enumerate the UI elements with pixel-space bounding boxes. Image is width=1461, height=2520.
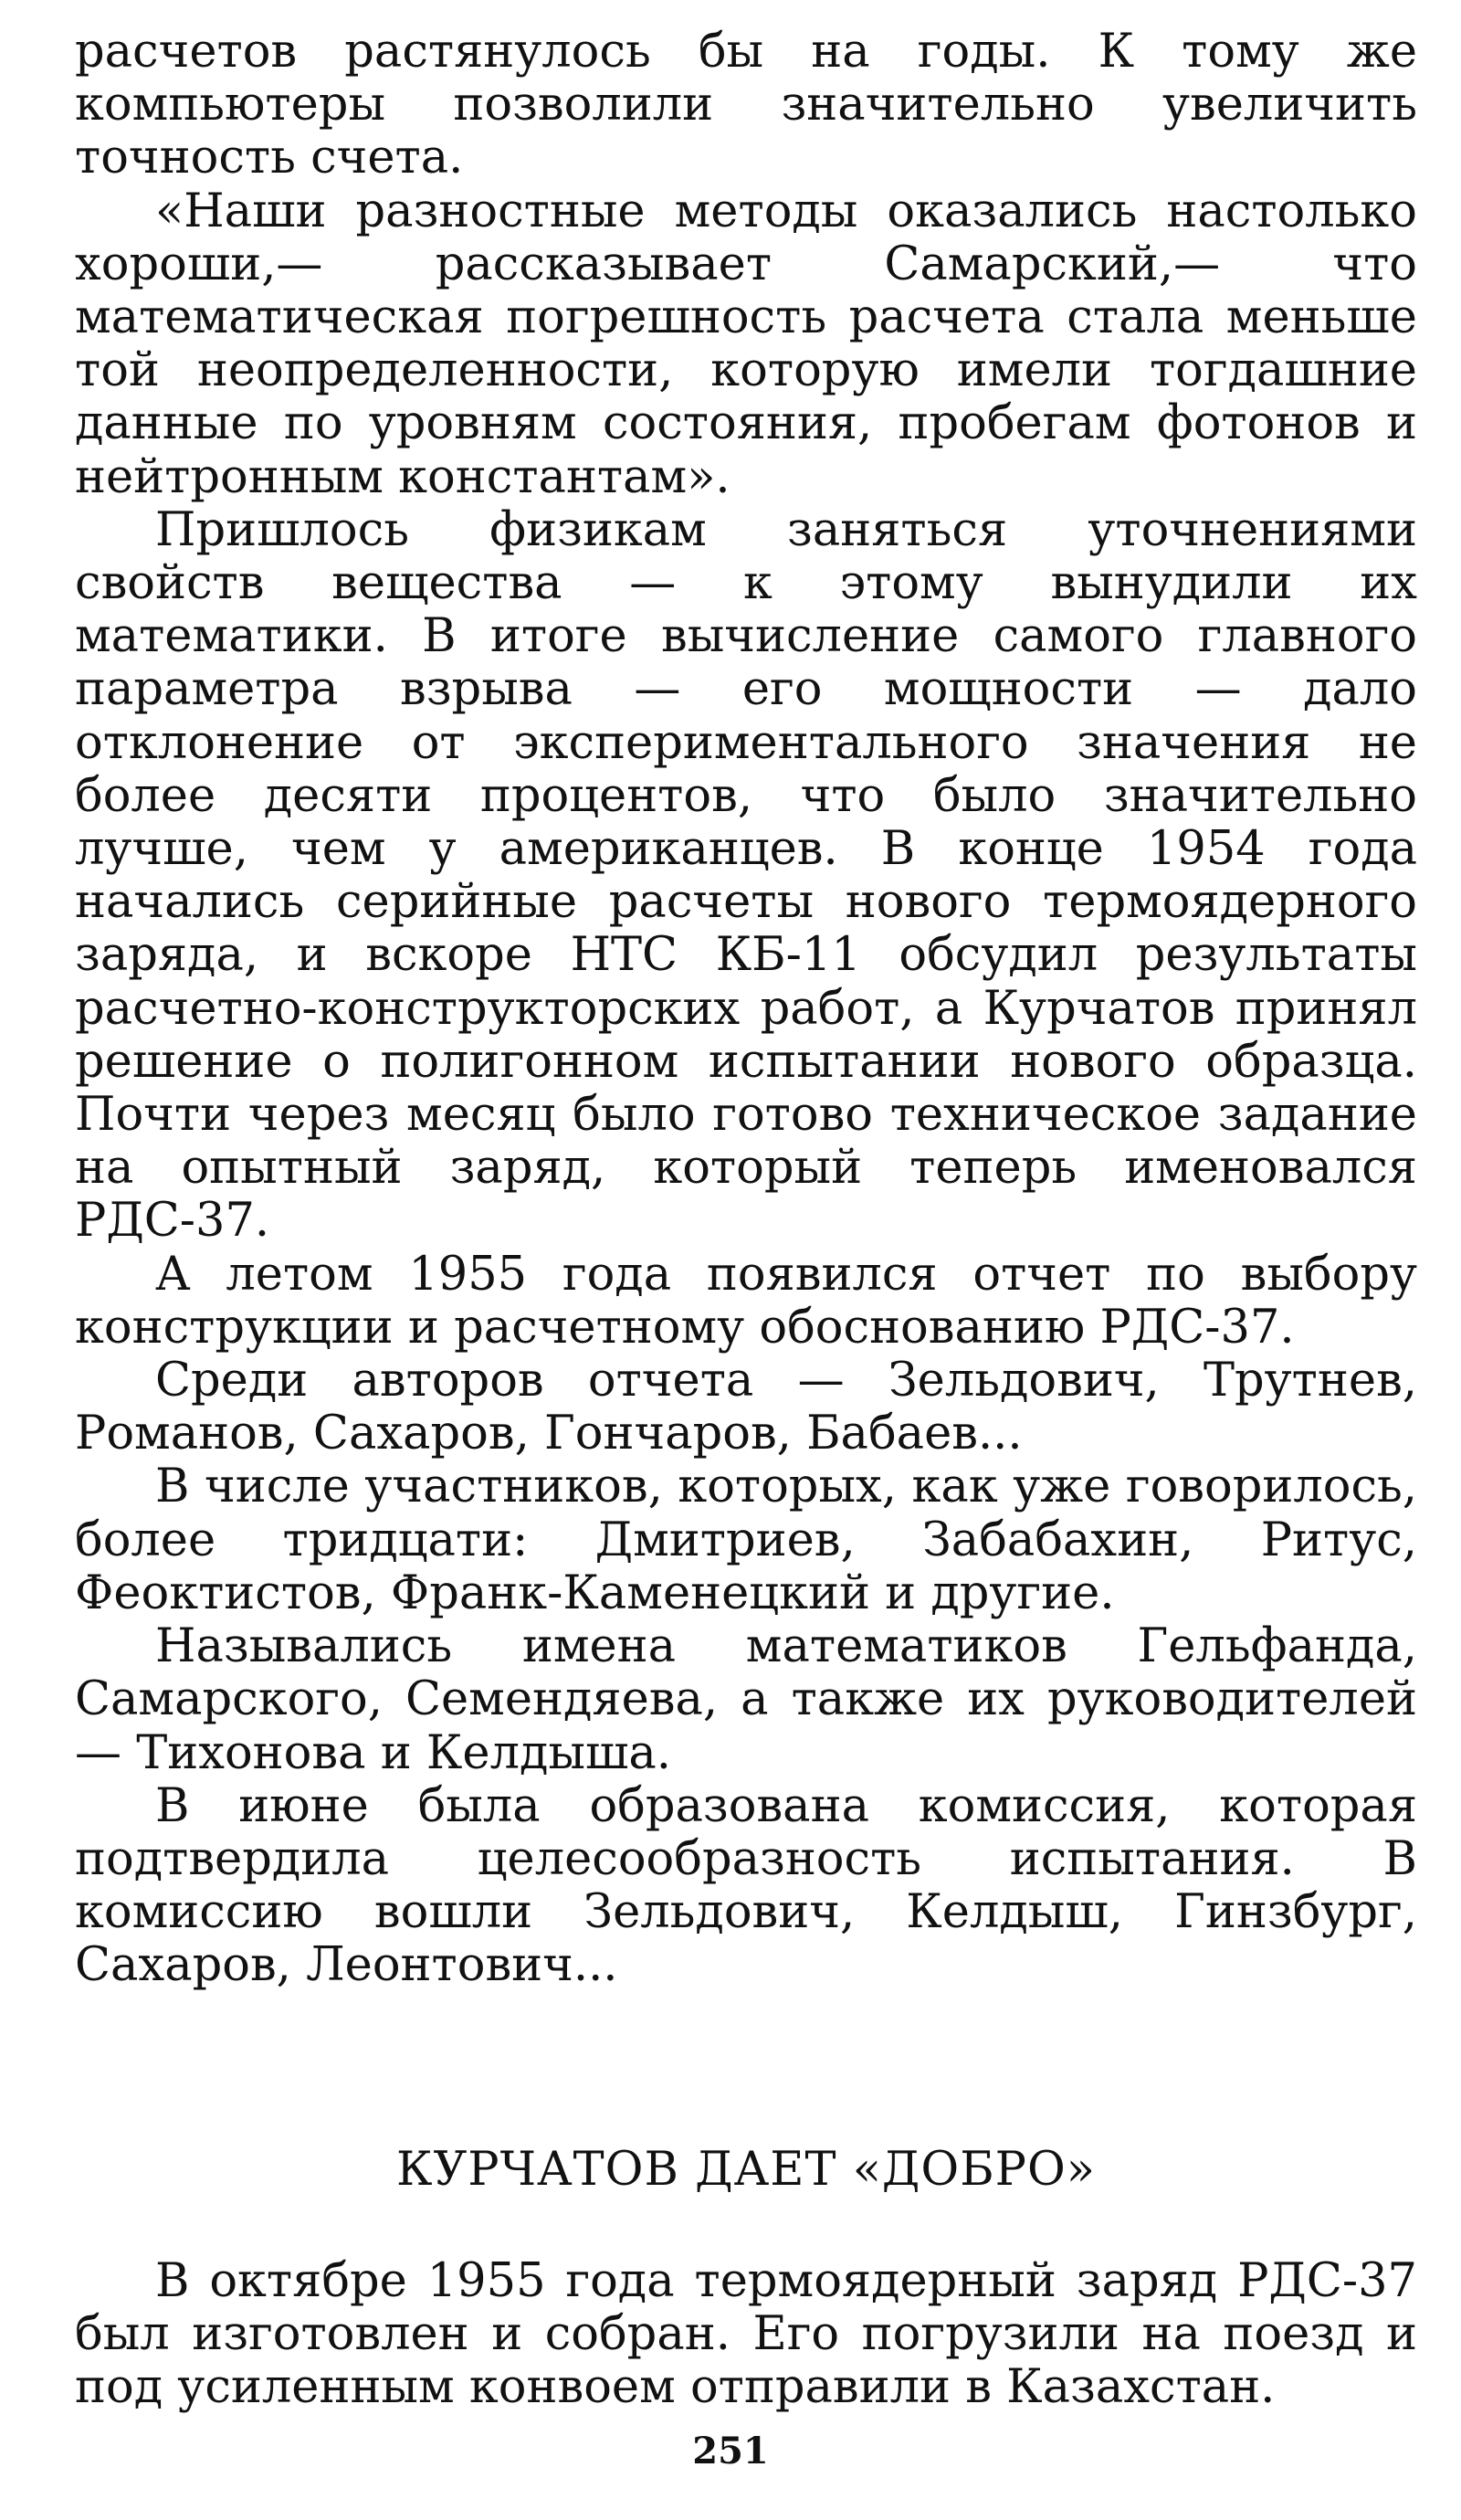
page-body [75,26,1417,2414]
paragraph: В октябре 1955 года термоядерный заряд РДС-37 был изготовлен и собран. Его погрузили на поезд и под усиленным конвоем отправили в Казахстан. [75,2253,1417,2414]
paragraph: «Наши разностные методы оказались настолько хороши,— рассказывает Самарский,— что математическая погрешность расчета стала меньше той неопределенности, которую имели тогдашние данные по уровням состояния, пробегам фотонов и нейтронным константам». [75,184,1417,504]
page-number: 251 [692,2430,769,2473]
paragraph: А летом 1955 года появился отчет по выбору конструкции и расчетному обоснованию РДС-37. [75,1247,1417,1355]
paragraph: Назывались имена математиков Гельфанда, Самарского, Семендяева, а также их руководителей — Тихонова и Келдыша. [75,1619,1417,1780]
paragraph: расчетов растянулось бы на годы. К тому же компьютеры позволили значительно увеличить точность счета. [75,25,1417,185]
paragraph: Среди авторов отчета — Зельдович, Трутнев, Романов, Сахаров, Гончаров, Бабаев... [75,1354,1417,1461]
section-heading: КУРЧАТОВ ДАЕТ «ДОБРО» [395,2142,1097,2197]
paragraph: В числе участников, которых, как уже говорилось, более тридцати: Дмитриев, Забабахин, Ритус, Феоктистов, Франк-Каменецкий и другие. [75,1460,1417,1620]
paragraph: В июне была образована комиссия, которая подтвердила целесообразность испытания. В комиссию вошли Зельдович, Келдыш, Гинзбург, Сахаров, Леонтович... [75,1778,1417,1993]
paragraph: Пришлось физикам заняться уточнениями свойств вещества — к этому вынудили их математики. В итоге вычисление самого главного параметра взрыва — его мощности — дало отклонение от экспериментального значения не более десяти процентов, что было значительно лучше, чем у американцев. В конце 1954 года начались серийные расчеты нового термоядерного заряда, и вскоре НТС КБ-11 обсудил результаты расчетно-конструкторских работ, а Курчатов принял решение о полигонном испытании нового образца. Почти через месяц было готово техническое задание на опытный заряд, который теперь именовался РДС-37. [75,502,1417,1249]
